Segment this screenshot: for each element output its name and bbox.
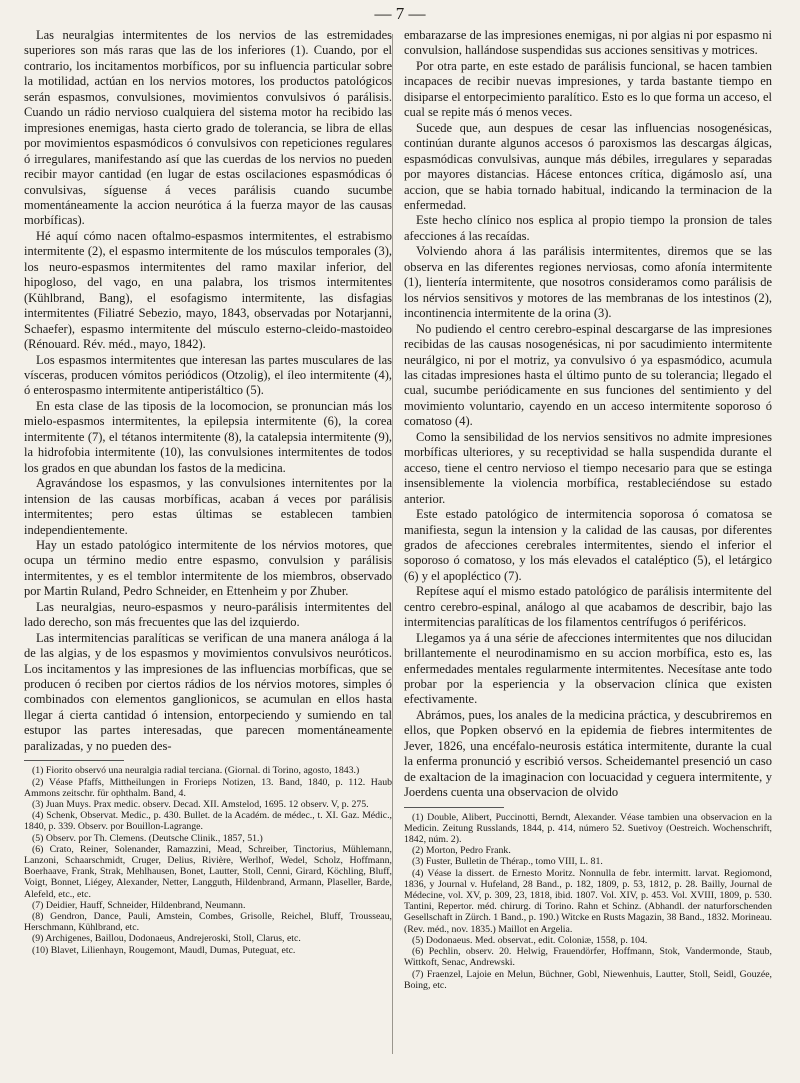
paragraph: Por otra parte, en este estado de parálisis funcional, se hacen tambien incapaces de recibir nuevas impresiones, y tarda bastante tiempo en disiparse el entorpecimiento paralítico. Esto es lo que forma un acceso, el cual se repite más ó menos veces. xyxy=(404,58,772,120)
footnote: (5) Observ. por Th. Clemens. (Deutsche Clinik., 1857, 51.) xyxy=(32,832,263,844)
footnote: (5) Dodonaeus. Med. observat., edit. Coloniæ, 1558, p. 104. xyxy=(412,934,648,946)
paragraph: Este hecho clínico nos esplica al propio tiempo la pronsion de tales afecciones á las recaídas. xyxy=(404,213,772,243)
paragraph: Este estado patológico de intermitencia soporosa ó comatosa se manifiesta, segun la intension y la calidad de las causas, por diferentes grados de afecciones cerebrales intermitentes, siendo el inferior el soporoso ó comatoso, y los más elevados el cataléptico (5), el letárgico (6) y el apopléctico (7). xyxy=(404,507,772,583)
left-footnotes xyxy=(24,765,392,955)
right-footnotes xyxy=(404,812,772,991)
footnote: (1) Fiorito observó una neuralgia radial terciana. (Giornal. di Torino, agosto, 1843.) xyxy=(32,765,360,777)
footnote-rule xyxy=(24,760,124,761)
left-body-text xyxy=(24,28,392,754)
footnote: (7) Deidier, Hauff, Schneider, Hildenbrand, Neumann. xyxy=(32,899,246,911)
footnote: (2) Véase Pfaffs, Mittheilungen in Frorieps Notizen, 13. Band, 1840, p. 112. Haub Ammons zeitschr. für ophthalm. Band, 4. xyxy=(24,776,392,799)
footnote: (2) Morton, Pedro Frank. xyxy=(412,845,511,857)
footnote: (4) Schenk, Observat. Medic., p. 430. Bullet. de la Académ. de médec., t. XI. Gaz. Médic., 1840, p. 339. Observ. por Bouillon-Lagrange. xyxy=(24,810,392,833)
paragraph: Abrámos, pues, los anales de la medicina práctica, y descubriremos en ellos, que Popken observó en la epidemia de fiebres intermitentes de Jever, 1826, una encéfalo-neurosis estática intermitente, durante la cual la enferma pronunció y escribió versos. Scheidemantel presenció un caso de exaltacion de la imaginacion con locuacidad y ceguera intermitente, y Joerdens cuenta una observacion de olvido xyxy=(404,707,772,800)
footnote: (3) Fuster, Bulletin de Thérap., tomo VIII, L. 81. xyxy=(412,856,603,868)
paragraph: Hé aquí cómo nacen oftalmo-espasmos intermitentes, el estrabismo intermitente (2), el espasmo intermitente de los músculos temporales (3), los neuro-espasmos intermitentes del ramo maxilar inferior, del hipogloso, del vago, en una palabra, los trismos intermitentes (Kühlbrand, Bang), el esofagismo intermitente, las disfagias intermitentes (Filiatré Sebezio, mayo, 1843, observadas por Notarjanni, Schaefer), espasmo intermitente del músculo esterno-cleido-mastoideo (Rénouard. Rév. méd., mayo, 1842). xyxy=(24,228,392,352)
paragraph: Los espasmos intermitentes que interesan las partes musculares de las vísceras, producen vómitos periódicos (Otzolig), el íleo intermitente (4), ó enterospasmo intermitente antiperistáltico (5). xyxy=(24,352,392,398)
page-number: — 7 — xyxy=(374,4,426,23)
left-column xyxy=(24,28,392,956)
paragraph: Las intermitencias paralíticas se verifican de una manera análoga á la de las algias, y de los espasmos y movimientos convulsivos neuróticos. Los incitamentos y las impresiones de las influencias morbíficas, que se producen ó reciben por ciertos rádios de los nérvios motores, simples ó combinados con elementos ganglionicos, se acumulan en ellos hasta llegar á cierta cantidad ó intension, entorpeciendo y sumiendo en tal estupor las partes interesadas, que parecen momentáneamente paralizadas, y no pueden des- xyxy=(24,630,392,753)
footnote: (9) Archigenes, Baillou, Dodonaeus, Andrejeroski, Stoll, Clarus, etc. xyxy=(32,933,301,945)
footnote-rule xyxy=(404,807,504,808)
footnote: (8) Gendron, Dance, Pauli, Amstein, Combes, Grisolle, Reichel, Bluff, Trousseau, Herschmann, Kühlbrand, etc. xyxy=(24,910,392,934)
paragraph: Las neuralgias, neuro-espasmos y neuro-parálisis intermitentes del lado derecho, son más frecuentes que las del izquierdo. xyxy=(24,599,392,630)
paragraph: Repítese aquí el mismo estado patológico de parálisis intermitente del centro cerebro-espinal, análogo al que acabamos de describir, bajo las intermitencias paralíticas de los filamentos centrífugos ó periféricos. xyxy=(404,584,772,630)
footnote: (1) Double, Alibert, Puccinotti, Berndt, Alexander. Véase tambien una observacion en la Medicin. Zeitung Russlands, 1844, p. 414, número 52. Suetivoy (Oestreich. Wochenschrift, 1842, núm. 2). xyxy=(404,811,772,846)
paragraph: embarazarse de las impresiones enemigas, ni por algias ni por espasmo ni convulsion, hallándose suspendidas sus acciones sensitivas y motrices. xyxy=(404,28,772,58)
column-divider xyxy=(392,34,393,1054)
paragraph: Llegamos ya á una série de afecciones intermitentes que nos dilucidan brillantemente el neurodinamismo en su accion morbífica, esto es, las enfermedades mentales regularmente intermitentes. Necesítase ante todo probar por la esperiencia y la observacion clínica que existen efectivamente. xyxy=(404,630,772,707)
paragraph: Sucede que, aun despues de cesar las influencias nosogenésicas, continúan durante algunos accesos ó paroxismos las descargas álgicas, espasmódicas convulsivas, aunque más débiles, irregulares y separadas por mayores distancias. Hácese entonces crítica, digámoslo así, una accion, que se habia tornado habitual, indicando la terminacion de la enfermedad. xyxy=(404,120,772,212)
footnote: (4) Véase la dissert. de Ernesto Moritz. Nonnulla de febr. intermitt. larvat. Regiomond, 1836, y Journal v. Hufeland, 28 Band., p. 182, 1809, p. 53, 1812, p. 28. Bailly, Journal de Médecine, vol. XV, p. 309, 23, 1818, ibid. 1807. Vol. XIV, p. 453. Vol. XVIII, 1809, p. 530. Tantini, Repertor. méd. chirurg. di Torino. Rahn et Schinz. (Abhandl. der naturforschenden Gesellschaft in Zürch. 1 Band., p. 190.) Witcke en Rusts Magazin, 38 Band., 1832. Morineau. (Rev. méd., nov. 1835.) Maillot en Argelia. xyxy=(404,867,772,935)
footnote: (6) Pechlin, observ. 20. Helwig, Frauendörfer, Hoffmann, Stok, Vandermonde, Staub, Wittkoft, Senac, Andrewski. xyxy=(404,946,772,969)
footnote: (7) Fraenzel, Lajoie en Melun, Büchner, Gobl, Niewenhuis, Lautter, Stoll, Seidl, Gouzée, Boing, etc. xyxy=(404,968,772,991)
paragraph: Hay un estado patológico intermitente de los nérvios motores, que ocupa un término medio entre espasmo, convulsion y parálisis intermitentes, y es el temblor intermitente de los miembros, observado por Martin Ruland, Pedro Schneider, en Ettenheim y por Zhuber. xyxy=(24,537,392,599)
paragraph: Las neuralgias intermitentes de los nervios de las estremidades superiores son más raras que las de los inferiores (1). Cuando, por el contrario, los incitamentos morbíficos, por su influencia particular sobre la motilidad, actúan en los nervios motores, los productos patológicos serán espasmos, convulsiones, movimientos convulsivos ó parálisis. Cuando un rádio nervioso cualquiera del sistema motor ha recibido las impresiones enemigas, hasta cierto grado de tolerancia, se libra de ellas por movimientos espasmódicos ó convulsivos con repeticiones regulares ó irregulares, manifestando así que las cuerdas de los nervios no pueden recibir mayor cantidad (en lugar de estas oscilaciones espasmódicas ó convulsivas, síguense á veces parálisis cuando sucumbe momentáneamente la accion neurótica á la fuerza mayor de las causas morbíficas). xyxy=(24,28,392,228)
footnote: (6) Crato, Reiner, Solenander, Ramazzini, Mead, Schreiber, Tinctorius, Mühlemann, Lanzoni, Schaarschmidt, Cruger, Delius, Rivière, Werlhof, Wedel, Scholz, Hoffmann, Boerhaave, Frank, Strak, Mehlhausen, Bonet, Lautter, Stoll, Cenni, Girard, Köchling, Bluff, Voigt, Bonnet, Liégey, Alexander, Netter, Langguth, Hildenbrand, Armann, Plaseller, Barde, Alefeld, etc., etc. xyxy=(24,843,392,900)
right-body-text xyxy=(404,28,772,801)
footnote: (10) Blavet, Lilienhayn, Rougemont, Maudl, Dumas, Puteguat, etc. xyxy=(32,944,296,956)
paragraph: En esta clase de las tiposis de la locomocion, se pronuncian más los mielo-espasmos intermitentes, la epilepsia intermitente (6), la corea intermitente (7), el tétanos intermitente (8), la catalepsia intermitente (9), la hidrofobia intermitente (10), las convulsiones intermitentes de todos los grados en que abundan los fastos de la medicina. xyxy=(24,398,392,475)
paragraph: Agravándose los espasmos, y las convulsiones internitentes por la intension de las causas morbíficas, acaban á veces por parálisis intermitentes; pero estas últimas se establecen tambien independientemente. xyxy=(24,476,392,537)
paragraph: Volviendo ahora á las parálisis intermitentes, diremos que se las observa en las diferentes regiones nerviosas, como afonía intermitente (1), lientería intermitente, que nosotros consideramos como parálisis de los nérvios sensitivos y motores de las membranas de los intestinos (2), incontinencia intermitente de la orina (3). xyxy=(404,244,772,321)
footnote: (3) Juan Muys. Prax medic. observ. Decad. XII. Amstelod, 1695. 12 observ. V, p. 275. xyxy=(32,798,369,810)
right-column xyxy=(404,28,772,991)
paragraph: Como la sensibilidad de los nervios sensitivos no admite impresiones morbíficas ulteriores, y su receptividad se halla suspendida durante el acceso, tiene el centro nervioso el tiempo necesario para que se estinga insensiblemente la violencia morbífica, restableciéndose su estado anterior. xyxy=(404,429,772,506)
paragraph: No pudiendo el centro cerebro-espinal descargarse de las impresiones recibidas de las causas nosogenésicas, ni por sacudimiento intermitente neurálgico, ni por el motriz, ya convulsivo ó ya espasmódico, acumula las citadas impresiones hasta el último punto de su tolerancia; llegado el cual, sucumbe periódicamente en sus funciones del sentimiento y del movimiento voluntario, cayendo en un acceso intermitente soporoso ó comatoso (4). xyxy=(404,321,772,429)
